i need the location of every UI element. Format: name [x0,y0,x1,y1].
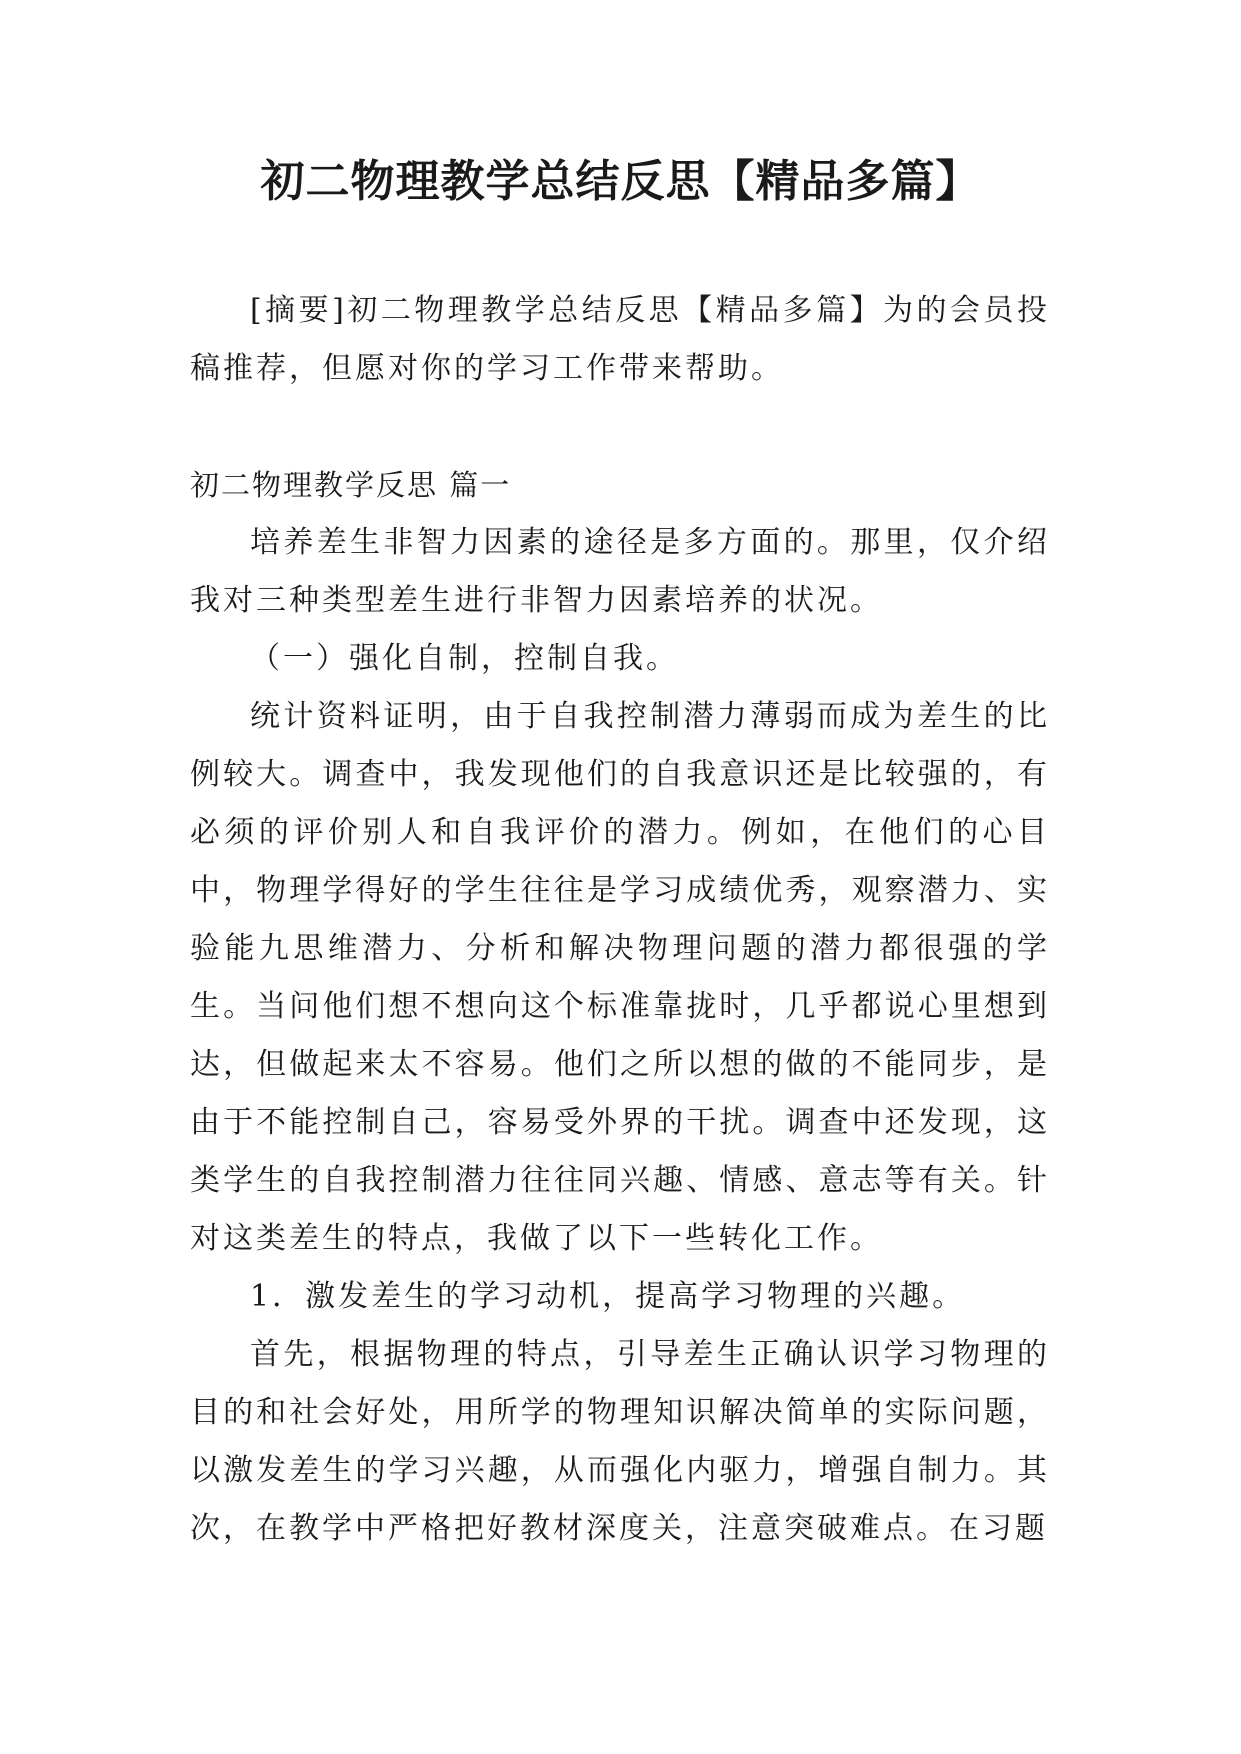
body-paragraph: 培养差生非智力因素的途径是多方面的。那里，仅介绍我对三种类型差生进行非智力因素培养的状况。 [190,525,1050,618]
body-paragraph: 统计资料证明，由于自我控制潜力薄弱而成为差生的比例较大。调查中，我发现他们的自我意识还是比较强的，有必须的评价别人和自我评价的潜力。例如，在他们的心目中，物理学得好的学生往往是学习成绩优秀，观察潜力、实验能九思维潜力、分析和解决物理问题的潜力都很强的学生。当问他们想不想向这个标准靠拢时，几乎都说心里想到达，但做起来太不容易。他们之所以想的做的不能同步，是由于不能控制自己，容易受外界的干扰。调查中还发现，这类学生的自我控制潜力往往同兴趣、情感、意志等有关。针对这类差生的特点，我做了以下一些转化工作。 [190,699,1050,1256]
document-body [190,282,1050,1558]
abstract-paragraph: [摘要]初二物理教学总结反思【精品多篇】为的会员投稿推荐，但愿对你的学习工作带来帮助。 [190,293,1050,386]
document-title: 初二物理教学总结反思【精品多篇】 [260,156,981,207]
body-paragraph: 首先，根据物理的特点，引导差生正确认识学习物理的目的和社会好处，用所学的物理知识解决简单的实际问题，以激发差生的学习兴趣，从而强化内驱力，增强自制力。其次，在教学中严格把好教材深度关，注意突破难点。在习题 [190,1337,1050,1546]
subsection-heading: （一）强化自制，控制自我。 [250,641,679,676]
section-heading: 初二物理教学反思 篇一 [190,468,512,502]
numbered-point: 1．激发差生的学习动机，提高学习物理的兴趣。 [250,1279,966,1314]
